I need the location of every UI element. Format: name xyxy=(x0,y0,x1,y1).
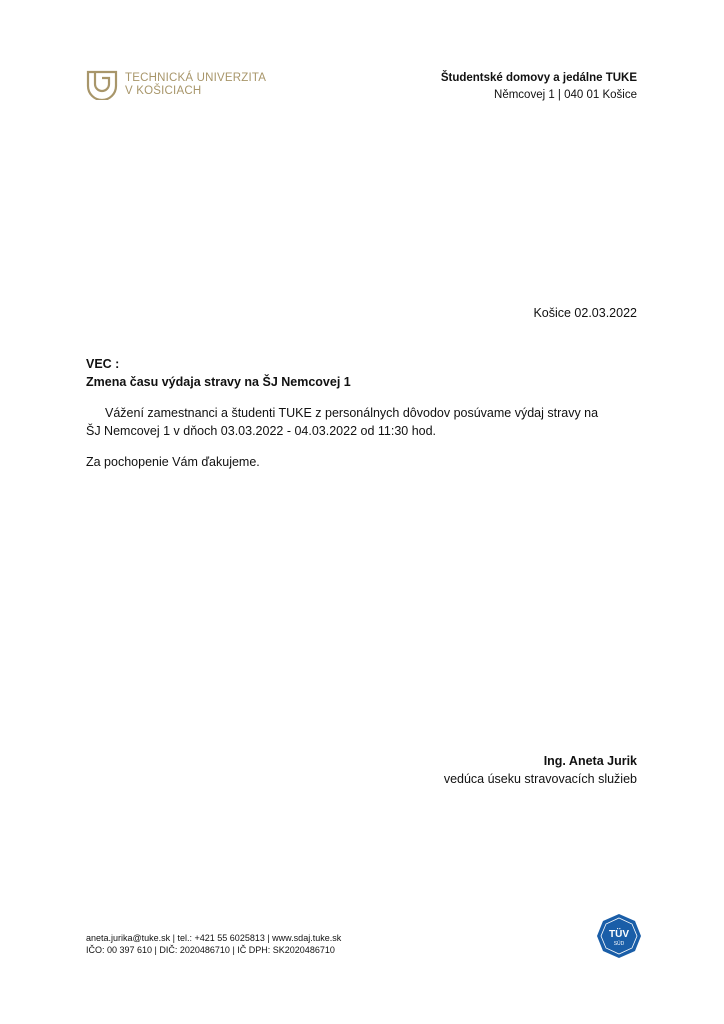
letter-date: Košice 02.03.2022 xyxy=(533,306,637,320)
university-name-line1: TECHNICKÁ UNIVERZITA xyxy=(125,71,267,84)
university-logo xyxy=(86,69,266,100)
signature-block xyxy=(444,752,637,788)
signatory-name: Ing. Aneta Jurik xyxy=(543,754,637,768)
letter-body xyxy=(86,404,646,440)
organization-block xyxy=(441,70,637,104)
tuv-certification-badge xyxy=(596,913,642,959)
university-name-line2: V KOŠICIACH xyxy=(125,84,202,97)
subject-block xyxy=(86,355,351,391)
university-name xyxy=(125,72,266,98)
tuv-badge-subtext: SÜD xyxy=(613,941,625,947)
tuv-badge-icon xyxy=(596,913,642,959)
footer-contact: aneta.jurika@tuke.sk | tel.: +421 55 6025813 | www.sdaj.tuke.sk xyxy=(86,933,342,943)
organization-address: Němcovej 1 | 040 01 Košice xyxy=(494,89,637,101)
signatory-position: vedúca úseku stravovacích služieb xyxy=(443,772,637,786)
body-paragraph-line2: ŠJ Nemcovej 1 v dňoch 03.03.2022 - 04.03.2022 od 11:30 hod. xyxy=(86,424,437,438)
subject-label: VEC : xyxy=(86,357,120,371)
organization-name: Študentské domovy a jedálne TUKE xyxy=(440,72,637,84)
closing-paragraph: Za pochopenie Vám ďakujeme. xyxy=(86,455,260,469)
footer xyxy=(86,932,341,956)
subject-text: Zmena času výdaja stravy na ŠJ Nemcovej 1 xyxy=(86,375,351,389)
footer-ids: IČO: 00 397 610 | DIČ: 2020486710 | IČ DPH: SK2020486710 xyxy=(86,945,335,955)
tuv-badge-text: TÜV xyxy=(609,929,629,940)
body-paragraph-line1: Vážení zamestnanci a študenti TUKE z personálnych dôvodov posúvame výdaj stravy na xyxy=(105,406,599,420)
tuke-emblem-icon xyxy=(86,69,118,100)
